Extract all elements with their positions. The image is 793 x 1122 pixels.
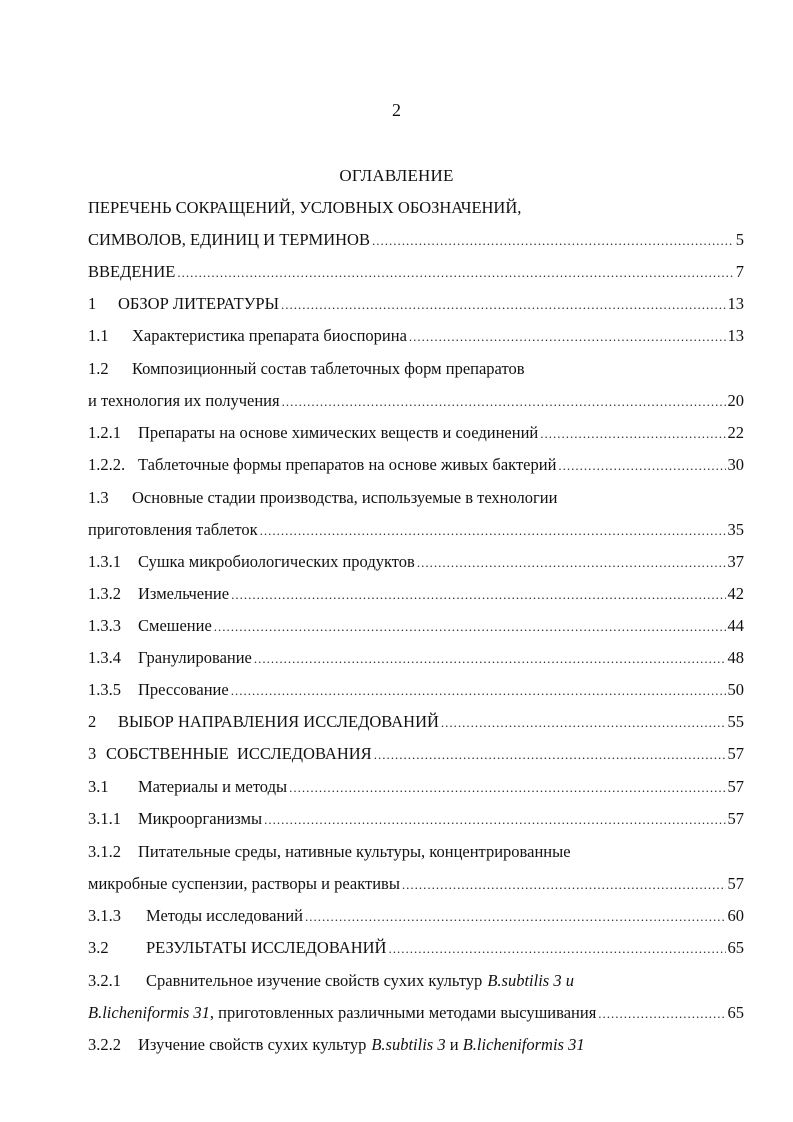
toc-entry-text: ВВЕДЕНИЕ (88, 262, 176, 281)
toc-entry-italic: B.licheniformis 31 (88, 1003, 210, 1022)
leader-dots (231, 587, 725, 603)
toc-entry-number: 3.1 (88, 777, 109, 796)
toc-entry-1-2[interactable] (88, 391, 744, 415)
toc-entry-text: РЕЗУЛЬТАТЫ ИССЛЕДОВАНИЙ (146, 938, 387, 957)
toc-entry-text-2: и (445, 1035, 463, 1054)
toc-entry-page: 48 (727, 648, 744, 667)
toc-entry-number: 1.2.2. (88, 455, 126, 474)
toc-entry-text: Препараты на основе химических веществ и соединений (138, 423, 539, 442)
toc-entry-number: 3.2 (88, 938, 109, 957)
toc-entry-text: Сравнительное изучение свойств сухих культур (146, 971, 483, 990)
toc-entry-number: 2 (88, 712, 97, 731)
leader-dots (289, 780, 725, 796)
toc-entry-1-3-1[interactable] (88, 552, 744, 576)
toc-entry-text: СИМВОЛОВ, ЕДИНИЦ И ТЕРМИНОВ (88, 230, 370, 249)
toc-entry-1-3-3[interactable] (88, 616, 744, 640)
toc-entry-text: ПЕРЕЧЕНЬ СОКРАЩЕНИЙ, УСЛОВНЫХ ОБОЗНАЧЕНИЙ, (88, 198, 522, 217)
toc-entry-1-2-line1[interactable] (88, 359, 744, 383)
toc-entry-text: Измельчение (138, 584, 230, 603)
toc-entry-number: 3.2.1 (88, 971, 121, 990)
toc-entry-text: Таблеточные формы препаратов на основе живых бактерий (138, 455, 557, 474)
toc-entry-1-2-1[interactable] (88, 423, 744, 447)
leader-dots (177, 265, 733, 281)
toc-entry-page: 20 (727, 391, 744, 410)
toc-entry-number: 3.1.2 (88, 842, 121, 861)
leader-dots (281, 297, 726, 313)
toc-entry-text: Микроорганизмы (138, 809, 263, 828)
leader-dots (264, 812, 725, 828)
toc-entry-3-2-2-line1[interactable] (88, 1035, 744, 1059)
toc-entry-1-3[interactable] (88, 520, 744, 544)
toc-entry-italic-2: B.licheniformis 31 (462, 1035, 585, 1054)
toc-entry-number: 1.3.4 (88, 648, 121, 667)
toc-entry-3-2-1-line1[interactable] (88, 971, 744, 995)
toc-entry-text: Основные стадии производства, используемые в технологии (132, 488, 558, 507)
toc-entry-3-1-3[interactable] (88, 906, 744, 930)
page-number: 2 (392, 100, 401, 120)
toc-entry-number: 1 (88, 294, 97, 313)
toc-entry-text: Материалы и методы (138, 777, 288, 796)
toc-entry-3-1-1[interactable] (88, 809, 744, 833)
toc-entry-1-3-4[interactable] (88, 648, 744, 672)
leader-dots (417, 555, 726, 571)
toc-entry-number: 1.1 (88, 326, 109, 345)
leader-dots (305, 909, 726, 925)
toc-entry-text: Смешение (138, 616, 212, 635)
toc-entry-text: Гранулирование (138, 648, 252, 667)
toc-entry-page: 57 (727, 744, 744, 763)
toc-entry-2[interactable] (88, 712, 744, 736)
toc-entry-page: 57 (727, 809, 744, 828)
leader-dots (214, 619, 726, 635)
toc-entry-text: Прессование (138, 680, 229, 699)
toc-entry-introduction[interactable] (88, 262, 744, 286)
toc-entry-number: 1.3.2 (88, 584, 121, 603)
leader-dots (598, 1006, 725, 1022)
toc-entry-text: ОБЗОР ЛИТЕРАТУРЫ (118, 294, 279, 313)
toc-entry-page: 44 (727, 616, 744, 635)
toc-entry-page: 13 (727, 326, 744, 345)
toc-entry-page: 55 (727, 712, 744, 731)
leader-dots (402, 877, 726, 893)
toc-entry-number: 3.2.2 (88, 1035, 121, 1054)
toc-entry-1[interactable] (88, 294, 744, 318)
toc-entry-3-1-2-line1[interactable] (88, 842, 744, 866)
leader-dots (372, 233, 734, 249)
toc-entry-number: 1.2 (88, 359, 109, 378)
toc-entry-text: СОБСТВЕННЫЕ ИССЛЕДОВАНИЯ (106, 744, 372, 763)
toc-entry-text: Композиционный состав таблеточных форм препаратов (132, 359, 525, 378)
toc-entry-text: приготовления таблеток (88, 520, 258, 539)
toc-entry-number: 3.1.3 (88, 906, 121, 925)
toc-entry-page: 57 (727, 874, 744, 893)
toc-entry-text: Характеристика препарата биоспорина (132, 326, 407, 345)
toc-entry-1-2-2[interactable] (88, 455, 744, 479)
toc-entry-1-3-5[interactable] (88, 680, 744, 704)
leader-dots (282, 394, 726, 410)
toc-entry-number: 3.1.1 (88, 809, 121, 828)
toc-entry-text: Сушка микробиологических продуктов (138, 552, 415, 571)
toc-entry-text: , приготовленных различными методами высушивания (209, 1003, 597, 1022)
toc-entry-page: 50 (727, 680, 744, 699)
toc-entry-1-3-2[interactable] (88, 584, 744, 608)
leader-dots (260, 523, 726, 539)
leader-dots (409, 329, 726, 345)
toc-entry-number: 1.3.1 (88, 552, 121, 571)
toc-entry-number: 1.3.5 (88, 680, 121, 699)
toc-entry-page: 65 (727, 938, 744, 957)
leader-dots (254, 651, 726, 667)
toc-entry-text: Изучение свойств сухих культур (138, 1035, 367, 1054)
leader-dots (374, 747, 726, 763)
toc-entry-1-1[interactable] (88, 326, 744, 350)
toc-entry-text: Методы исследований (146, 906, 303, 925)
toc-entry-page: 57 (727, 777, 744, 796)
toc-entry-page: 37 (727, 552, 744, 571)
toc-entry-page: 65 (727, 1003, 744, 1022)
toc-entry-page: 7 (735, 262, 744, 281)
leader-dots (388, 941, 725, 957)
toc-entry-3-2-1[interactable] (88, 1003, 744, 1027)
toc-entry-number: 1.3.3 (88, 616, 121, 635)
leader-dots (231, 683, 726, 699)
toc-entry-3-1-2[interactable] (88, 874, 744, 898)
toc-entry-number: 1.2.1 (88, 423, 121, 442)
toc-entry-3-2[interactable] (88, 938, 744, 962)
leader-dots (558, 458, 725, 474)
toc-entry-3[interactable] (88, 744, 744, 768)
toc-entry-abbreviations[interactable] (88, 230, 744, 254)
toc-entry-number: 3 (88, 744, 97, 763)
toc-entry-1-3-line1[interactable] (88, 488, 744, 512)
toc-entry-3-1[interactable] (88, 777, 744, 801)
toc-entry-page: 5 (735, 230, 744, 249)
toc-entry-number: 1.3 (88, 488, 109, 507)
toc-entry-text: микробные суспензии, растворы и реактивы (88, 874, 400, 893)
toc-entry-page: 30 (727, 455, 744, 474)
toc-entry-page: 42 (727, 584, 744, 603)
leader-dots (540, 426, 725, 442)
toc-entry-text: ВЫБОР НАПРАВЛЕНИЯ ИССЛЕДОВАНИЙ (118, 712, 439, 731)
toc-entry-text: и технология их получения (88, 391, 280, 410)
toc-entry-page: 22 (727, 423, 744, 442)
toc-entry-text: Питательные среды, нативные культуры, концентрированные (138, 842, 571, 861)
toc-entry-page: 35 (727, 520, 744, 539)
leader-dots (441, 715, 726, 731)
toc-entry-italic: B.subtilis 3 (371, 1035, 446, 1054)
toc-entry-page: 60 (727, 906, 744, 925)
toc-entry-italic: B.subtilis 3 и (487, 971, 574, 990)
toc-title: ОГЛАВЛЕНИЕ (339, 166, 454, 185)
toc-entry-page: 13 (727, 294, 744, 313)
toc-entry-abbreviations-line1 (88, 198, 744, 222)
